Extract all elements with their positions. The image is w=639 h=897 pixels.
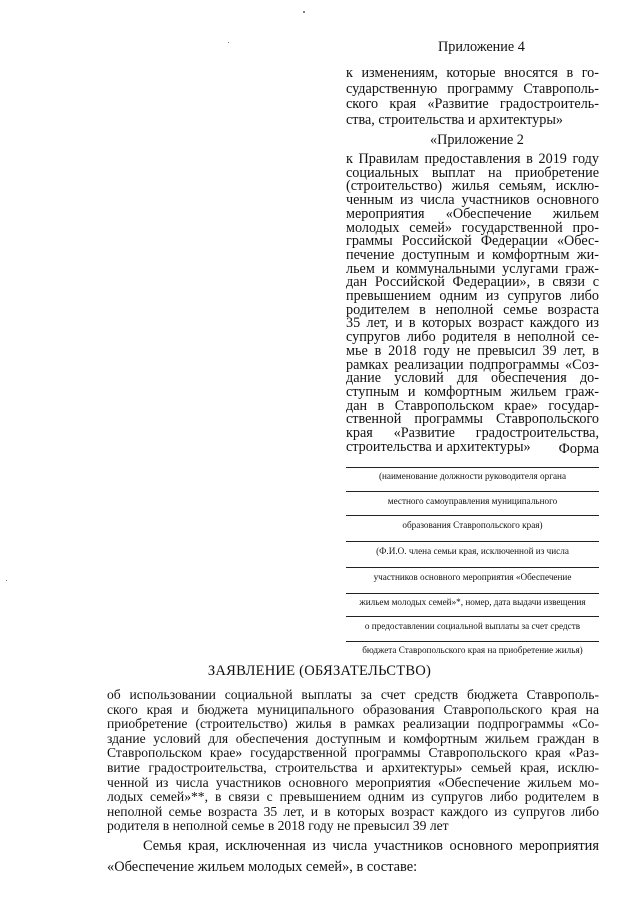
rules-line: края «Развитие градостроительства, xyxy=(346,425,599,442)
appendix2-title: «Приложение 2 xyxy=(430,132,524,148)
changes-line: ства, строительства и архитектуры» xyxy=(346,111,563,128)
rules-line: рамках реализации подпрограммы «Соз- xyxy=(346,356,599,373)
appendix-changes-reference xyxy=(346,66,599,128)
rules-line: супругов либо родителя в неполной се- xyxy=(346,329,599,346)
applicant-blank-line xyxy=(346,616,599,617)
addressee-blank-line xyxy=(346,467,599,468)
statement-line: неполной семье возраста 35 лет, и в которых возраст каждого из супругов либо xyxy=(107,803,599,819)
applicant-blank-line xyxy=(346,641,599,642)
family-composition-paragraph xyxy=(107,836,599,878)
addressee-blank-line xyxy=(346,541,599,542)
applicant-blank-line xyxy=(346,593,599,594)
rules-line: молодых семей» государственной про- xyxy=(346,219,599,236)
rules-line: граммы Российской Федерации «Обес- xyxy=(346,233,599,250)
applicant-caption: (Ф.И.О. члена семьи края, исключенной из числа xyxy=(376,546,569,556)
scan-speck xyxy=(303,11,305,13)
appendix-number: Приложение 4 xyxy=(438,39,525,55)
rules-line: ченным из числа участников основного xyxy=(346,192,599,209)
rules-line: дан в Ставропольском крае» государ- xyxy=(346,397,599,414)
addressee-caption: (наименование должности руководителя органа xyxy=(378,471,567,481)
form-label: Форма xyxy=(558,441,599,457)
statement-line: приобретение (строительство) жилья в рамках реализации подпрограммы «Со- xyxy=(107,716,599,732)
changes-line: ского края «Развитие градостроитель- xyxy=(346,96,599,113)
statement-line: родителя в неполной семье в 2018 году не превысил 39 лет xyxy=(107,818,449,834)
rules-line: превышением одним из супругов либо xyxy=(346,288,599,305)
statement-line: об использовании социальной выплаты за счет средств бюджета Ставрополь- xyxy=(107,687,599,702)
scan-speck xyxy=(6,580,7,581)
rules-line: строительства и архитектуры» xyxy=(346,438,531,455)
statement-line: Ставропольском крае» государственной программы Ставропольского края «Раз- xyxy=(107,745,599,761)
addressee-caption: местного самоуправления муниципального xyxy=(387,496,558,506)
statement-line: ченной из числа участников основного мероприятия «Обеспечение жильем мо- xyxy=(107,774,599,790)
rules-line: ственной программы Ставропольского xyxy=(346,411,599,428)
statement-body xyxy=(107,688,599,834)
statement-line: витие градостроительства, строительства и архитектуры» семьей края, исклю- xyxy=(107,759,599,775)
rules-line: 35 лет, и в которых возраст каждого из xyxy=(346,315,599,332)
applicant-caption: жильем молодых семей»*, номер, дата выдачи извещения xyxy=(359,597,586,607)
addressee-caption: образования Ставропольского края) xyxy=(402,520,543,530)
applicant-blank-line xyxy=(346,567,599,568)
statement-line: ского края и бюджета муниципального образования Ставропольского края на xyxy=(107,701,599,717)
statement-title: ЗАЯВЛЕНИЕ (ОБЯЗАТЕЛЬСТВО) xyxy=(207,663,432,679)
rules-line: родителем в неполной семье возраста xyxy=(346,301,599,318)
addressee-blank-line xyxy=(346,491,599,492)
rules-line: дан Российской Федерации», в связи с xyxy=(346,274,599,291)
rules-line: печение доступным и комфортным жи- xyxy=(346,246,599,263)
applicant-caption: о предоставлении социальной выплаты за счет средств xyxy=(364,621,581,631)
statement-line: здание условий для обеспечения доступным и комфортным жильем граждан в xyxy=(107,730,599,746)
scan-speck xyxy=(228,42,229,43)
family-line: Семья края, исключенная из числа участников основного мероприятия xyxy=(143,838,599,854)
rules-line: мье в 2018 году не превысил 39 лет, в xyxy=(346,342,599,359)
rules-line: дание условий для обеспечения до- xyxy=(346,370,599,387)
rules-line: льем и коммунальными услугами граж- xyxy=(346,260,599,277)
changes-line: к изменениям, которые вносятся в го- xyxy=(346,65,599,81)
applicant-caption: участников основного мероприятия «Обеспечение xyxy=(373,572,572,582)
rules-line: к Правилам предоставления в 2019 году xyxy=(346,151,599,167)
statement-line: лодых семей»**, в связи с превышением одним из супругов либо родителем в xyxy=(107,789,599,805)
rules-line: (строительство) жилья семьям, исклю- xyxy=(346,178,599,195)
family-line: «Обеспечение жильем молодых семей», в составе: xyxy=(107,859,418,875)
addressee-blank-line xyxy=(346,515,599,516)
appendix2-rules-reference xyxy=(346,153,599,454)
rules-line: ступным и комфортным жильем граж- xyxy=(346,383,599,400)
changes-line: сударственную программу Ставрополь- xyxy=(346,80,599,97)
applicant-caption: бюджета Ставропольского края на приобретение жилья) xyxy=(362,645,583,655)
rules-line: мероприятия «Обеспечение жильем xyxy=(346,205,599,222)
rules-line: социальных выплат на приобретение xyxy=(346,164,599,181)
